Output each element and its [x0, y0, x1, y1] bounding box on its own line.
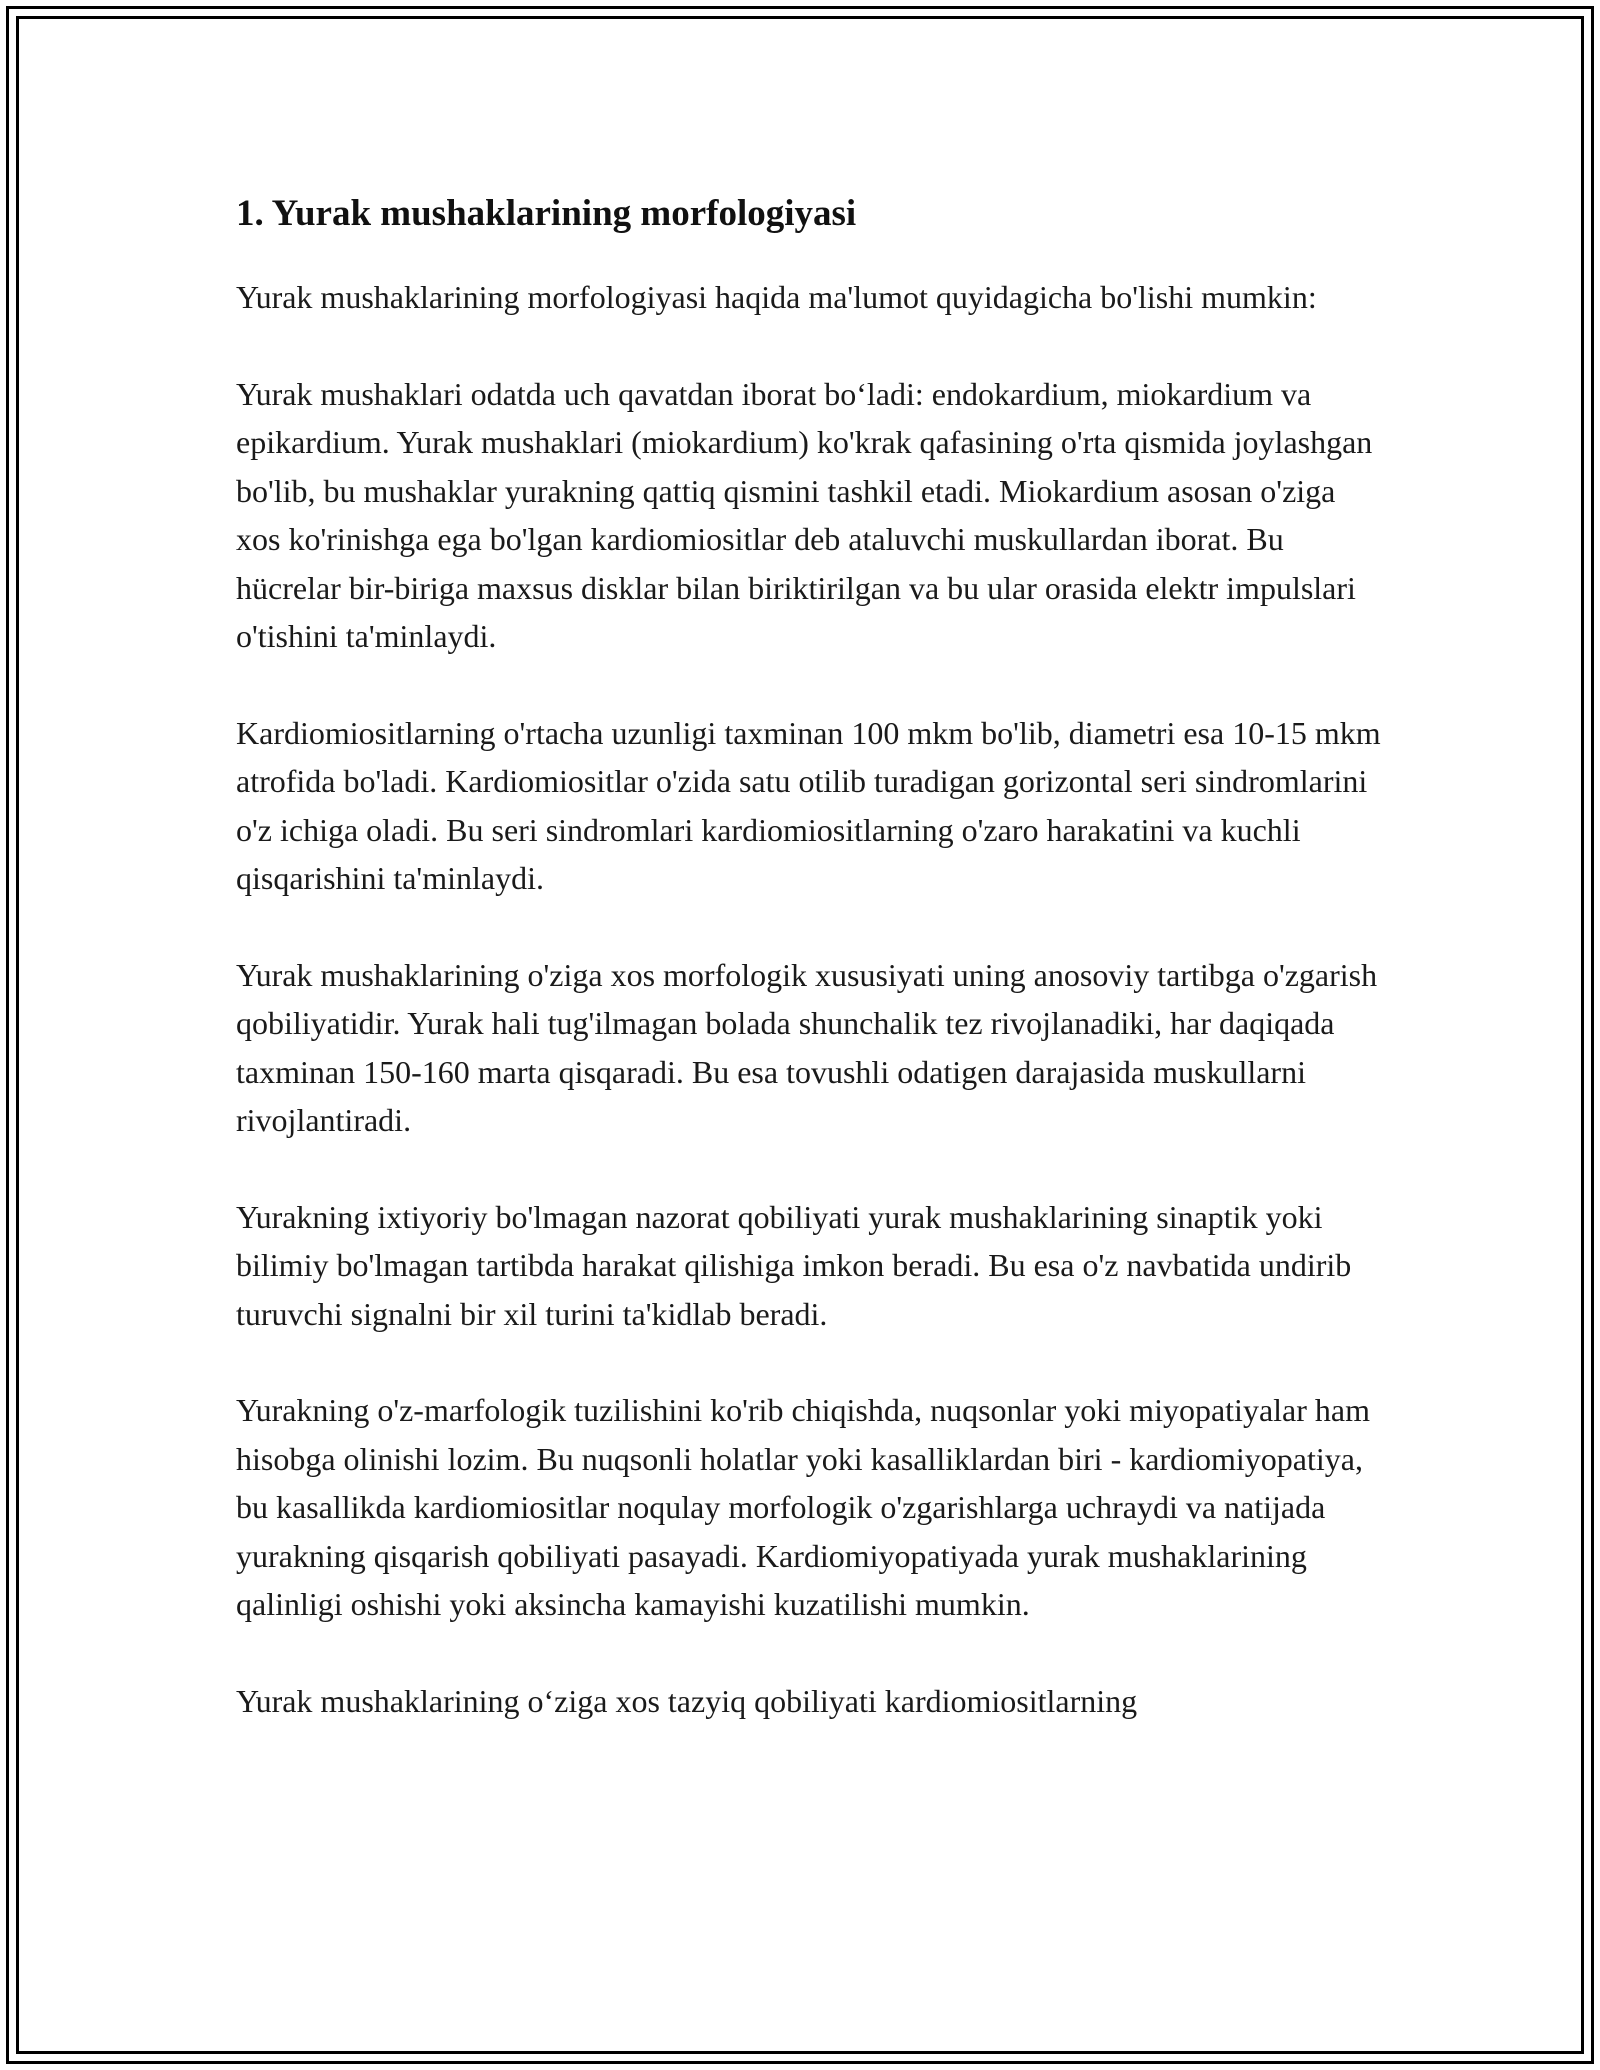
section-heading: 1. Yurak mushaklarining morfologiyasi — [236, 193, 857, 234]
paragraph-cardiomyocyte-size: Kardiomiositlarning o'rtacha uzunligi taxminan 100 mkm bo'lib, diametri esa 10-15 mkm atrofida bo'ladi. Kardiomiositlar o'zida satu otilib turadigan gorizontal seri sindromlarini o'z ichiga oladi. Bu seri sindromlari kardiomiositlarning o'zaro harakatini va kuchli qisqarishini ta'minlaydi. — [236, 714, 1381, 896]
paragraph-involuntary-control: Yurakning ixtiyoriy bo'lmagan nazorat qobiliyati yurak mushaklarining sinaptik yoki bilimiy bo'lmagan tartibda harakat qilishiga imkon beradi. Bu esa o'z navbatida undirib turuvchi signalni bir xil turini ta'kidlab beradi. — [236, 1198, 1352, 1332]
paragraph-morphological-feature: Yurak mushaklarining o'ziga xos morfologik xususiyati uning anosoviy tartibga o'zgarish qobiliyatidir. Yurak hali tug'ilmagan bolada shunchalik tez rivojlanadiki, har daqiqada taxminan 150-160 marta qisqaradi. Bu esa tovushli odatigen darajasida muskullarni rivojlantiradi. — [236, 956, 1378, 1138]
paragraph-pressure-capacity: Yurak mushaklarining o‘ziga xos tazyiq qobiliyati kardiomiositlarning — [236, 1682, 1138, 1719]
document-body — [236, 185, 1386, 1773]
paragraph-intro: Yurak mushaklarining morfologiyasi haqida ma'lumot quyidagicha bo'lishi mumkin: — [236, 279, 1317, 315]
paragraph-layers: Yurak mushaklari odatda uch qavatdan iborat bo‘ladi: endokardium, miokardium va epikardium. Yurak mushaklari (miokardium) ko'krak qafasining o'rta qismida joylashgan bo'lib, bu mushaklar yurakning qattiq qismini tashkil etadi. Miokardium asosan o'ziga xos ko'rinishga ega bo'lgan kardiomiositlar deb ataluvchi muskullardan iborat. Bu hücrelar bir-biriga maxsus disklar bilan biriktirilgan va bu ular orasida elektr impulslari o'tishini ta'minlaydi. — [236, 375, 1373, 654]
paragraph-cardiomyopathy: Yurakning o'z-marfologik tuzilishini ko'rib chiqishda, nuqsonlar yoki miyopatiyalar ham hisobga olinishi lozim. Bu nuqsonli holatlar yoki kasalliklardan biri - kardiomiyopatiya, bu kasallikda kardiomiositlar noqulay morfologik o'zgarishlarga uchraydi va natijada yurakning qisqarish qobiliyati pasayadi. Kardiomiyopatiyada yurak mushaklarining qalinligi oshishi yoki aksincha kamayishi kuzatilishi mumkin. — [236, 1392, 1370, 1622]
